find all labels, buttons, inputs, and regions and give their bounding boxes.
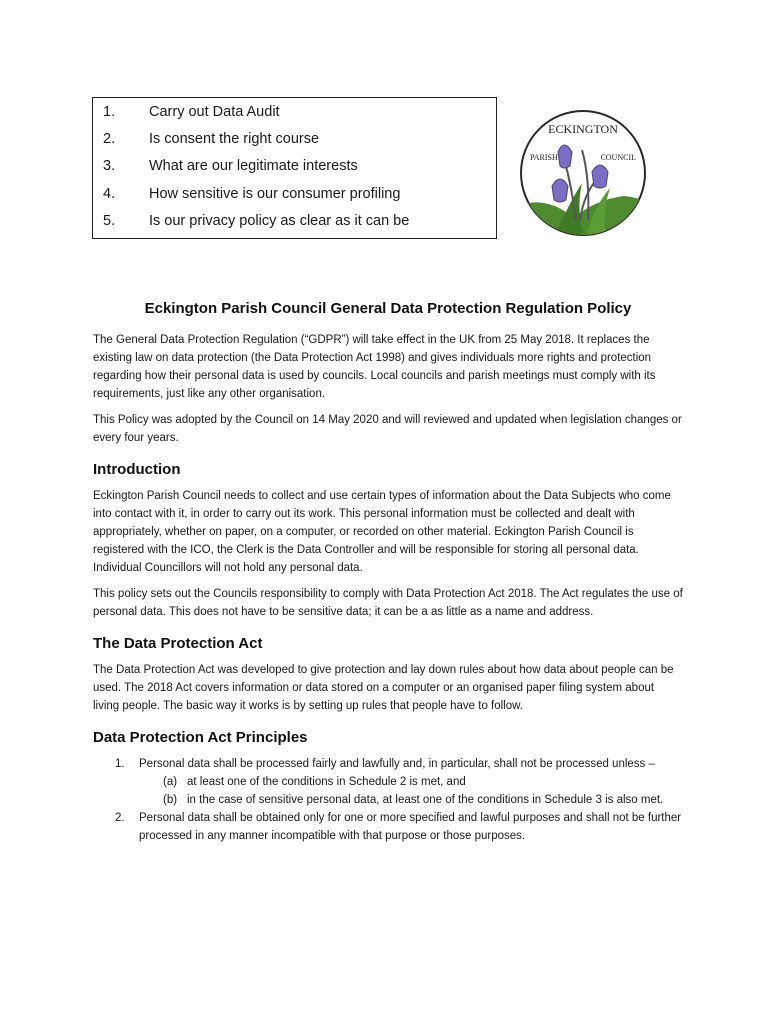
- checklist-item: [93, 131, 496, 155]
- list-item: [93, 809, 683, 845]
- paragraph: This policy sets out the Councils responsibility to comply with Data Protection Act 2018. The Act regulates the use of personal data. This does not have to be sensitive data; it can be a as little as a name and address.: [93, 588, 683, 618]
- list-number: 1.: [115, 758, 125, 770]
- checklist-number: 1.: [103, 104, 116, 120]
- section-heading-dpa: The Data Protection Act: [93, 635, 263, 652]
- sub-list-number: (b): [163, 794, 178, 806]
- checklist-text: Carry out Data Audit: [149, 104, 280, 120]
- checklist-text: Is consent the right course: [149, 131, 320, 147]
- logo-text-left: Parish: [530, 153, 558, 162]
- checklist-text: What are our legitimate interests: [149, 158, 358, 174]
- checklist-number: 3.: [103, 158, 116, 174]
- page-title: Eckington Parish Council General Data Protection Regulation Policy: [144, 300, 632, 317]
- sub-list-text: in the case of sensitive personal data, at least one of the conditions in Schedule 3 is also met.: [187, 794, 664, 806]
- list-item: [93, 755, 683, 809]
- checklist-number: 2.: [103, 131, 116, 147]
- checklist-item: [93, 213, 496, 237]
- list-text: Personal data shall be obtained only for one or more specified and lawful purposes and shall not be further processed in any manner incompatible with that purpose or those purposes.: [139, 812, 682, 842]
- sub-list-number: (a): [163, 776, 178, 788]
- checklist-item: [93, 104, 496, 128]
- checklist-item: [93, 186, 496, 210]
- paragraph: This Policy was adopted by the Council on 14 May 2020 and will reviewed and updated when legislation changes or every four years.: [93, 414, 682, 444]
- sub-list: [139, 773, 683, 809]
- section-heading-principles: Data Protection Act Principles: [93, 729, 308, 746]
- checklist-number: 5.: [103, 213, 116, 229]
- sub-list-item: [139, 791, 683, 809]
- principles-list: [93, 755, 683, 845]
- council-logo: [514, 108, 652, 238]
- logo-text-top: Eckington: [548, 122, 618, 136]
- logo-text-right: Council: [600, 153, 636, 162]
- checklist-box: [92, 97, 497, 239]
- paragraph: The Data Protection Act was developed to give protection and lay down rules about how data about people can be used. The 2018 Act covers information or data stored on a computer or an organised paper filing system about living people. The basic way it works is by setting up rules that people have to follow.: [93, 664, 674, 712]
- checklist-text: How sensitive is our consumer profiling: [149, 186, 401, 202]
- list-number: 2.: [115, 812, 125, 824]
- list-text: Personal data shall be processed fairly and lawfully and, in particular, shall not be processed unless –: [139, 758, 655, 770]
- sub-list-item: [139, 773, 683, 791]
- sub-list-text: at least one of the conditions in Schedule 2 is met, and: [187, 776, 466, 788]
- section-heading-introduction: Introduction: [93, 461, 181, 478]
- checklist-number: 4.: [103, 186, 116, 202]
- paragraph: Eckington Parish Council needs to collect and use certain types of information about the Data Subjects who come into contact with it, in order to carry out its work. This personal information must be collected and dealt with appropriately, whether on paper, on a computer, or recorded on other material. Eckington Parish Council is registered with the ICO, the Clerk is the Data Controller and will be responsible for storing all personal data. Individual Councillors will not hold any personal data.: [93, 490, 671, 574]
- document-body: [93, 300, 683, 845]
- checklist-item: [93, 158, 496, 182]
- checklist-text: Is our privacy policy as clear as it can be: [149, 213, 410, 229]
- paragraph: The General Data Protection Regulation (“GDPR”) will take effect in the UK from 25 May 2018. It replaces the existing law on data protection (the Data Protection Act 1998) and gives individuals more rights and protection regarding how their personal data is used by councils. Local councils and parish meetings must comply with its requirements, just like any other organisation.: [93, 334, 656, 400]
